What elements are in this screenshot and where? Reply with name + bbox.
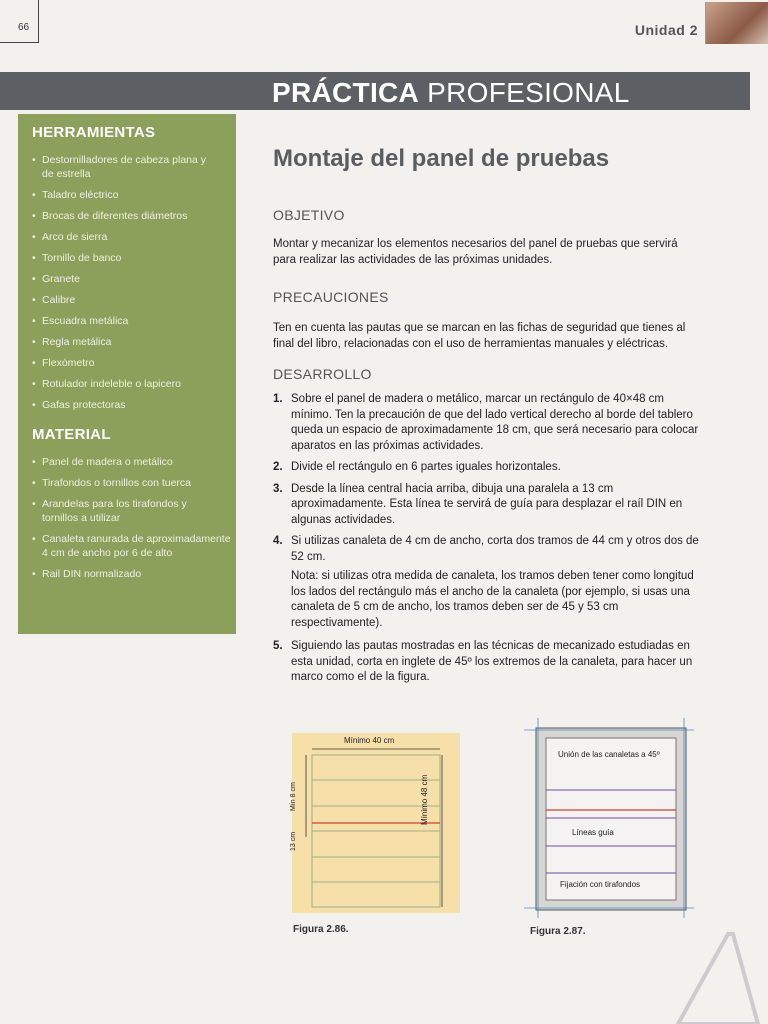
material-list (32, 455, 231, 581)
list-item: • Brocas de diferentes diámetros (32, 209, 228, 223)
list-item: • Arandelas para los tirafondos y tornillos a utilizar (32, 497, 202, 525)
page-title: Montaje del panel de pruebas (273, 145, 610, 172)
list-item: • Destornilladores de cabeza plana y de estrella (32, 153, 217, 181)
step-item (273, 639, 703, 686)
list-item: • Rail DIN normalizado (32, 567, 228, 581)
page-number: 66 (18, 22, 30, 33)
figure-2-87-union-label: Unión de las canaletas a 45º (558, 750, 660, 759)
step-text: Divide el rectángulo en 6 partes iguales horizontales. (291, 461, 561, 473)
step-item (273, 534, 703, 565)
list-item: • Tirafondos o tornillos con tuerca (32, 476, 228, 490)
corner-rule-horizontal (0, 42, 38, 43)
list-item: • Regla metálica (32, 335, 228, 349)
corner-rule-vertical (38, 0, 39, 43)
step-number: 2. (273, 461, 283, 473)
unit-label: Unidad 2 (634, 22, 698, 38)
step-number: 1. (273, 393, 283, 405)
precautions-heading: PRECAUCIONES (273, 289, 389, 305)
objective-heading: OBJETIVO (273, 207, 345, 223)
precautions-text: Ten en cuenta las pautas que se marcan en las fichas de seguridad que tienes al final del libro, relacionadas con el uso de herramientas manuales y eléctricas. (273, 322, 686, 350)
list-item: • Arco de sierra (32, 230, 228, 244)
list-item: • Escuadra metálica (32, 314, 228, 328)
material-heading: MATERIAL (32, 426, 111, 443)
step-item (273, 392, 703, 454)
figure-2-86-caption: Figura 2.86. (293, 924, 349, 935)
list-item: • Calibre (32, 293, 228, 307)
list-item: • Tornillo de banco (32, 251, 228, 265)
banner-title-rest: PROFESIONAL (419, 77, 630, 108)
figure-2-86-drawing (292, 733, 460, 913)
figure-2-86-top-label: Mínimo 40 cm (344, 736, 395, 745)
list-item: • Taladro eléctrico (32, 188, 228, 202)
step-text: Si utilizas canaleta de 4 cm de ancho, corta dos tramos de 44 cm y otros dos de 52 cm. (291, 535, 699, 563)
publisher-logo (658, 914, 768, 1024)
banner-title (272, 77, 630, 109)
figure-2-86-left-label-b: 13 cm (290, 831, 297, 851)
step-text: Sobre el panel de madera o metálico, marcar un rectángulo de 40×48 cm mínimo. Ten la precaución de que del lado vertical derecho al borde del tablero queda un espacio de aproximadamente 18 cm, que será necesario para colocar aparatos en las próximas actividades. (291, 393, 699, 452)
development-heading: DESARROLLO (273, 366, 372, 382)
list-item: • Flexómetro (32, 356, 228, 370)
list-item: • Granete (32, 272, 228, 286)
development-steps (273, 392, 703, 692)
step-text: Siguiendo las pautas mostradas en las técnicas de mecanizado estudiadas en esta unidad, corta en inglete de 45º los extremos de la canaleta, para hacer un marco como el de la figura. (291, 640, 693, 683)
step-item (273, 460, 703, 476)
tools-heading: HERRAMIENTAS (32, 124, 156, 141)
sidebar (18, 114, 236, 634)
step-item (273, 482, 703, 529)
figure-2-87-fixing-label: Fijación con tirafondos (560, 880, 641, 889)
figure-2-87-guides-label: Líneas guía (572, 828, 614, 837)
figure-2-87 (524, 718, 694, 918)
figure-2-87-caption: Figura 2.87. (530, 926, 586, 937)
list-item: • Gafas protectoras (32, 398, 228, 412)
banner-title-bold: PRÁCTICA (272, 77, 420, 108)
unit-photo (705, 2, 768, 44)
objective-text: Montar y mecanizar los elementos necesarios del panel de pruebas que servirá para realizar las actividades de las próximas unidades. (273, 238, 678, 266)
figure-2-86-left-label-a: Mín 8 cm (290, 782, 297, 811)
list-item: • Canaleta ranurada de aproximadamente 4 cm de ancho por 6 de alto (32, 532, 232, 560)
list-item: • Rotulador indeleble o lapicero (32, 377, 228, 391)
step-note: Nota: si utilizas otra medida de canaleta, los tramos deben tener como longitud los lados del rectángulo más el ancho de la canaleta (por ejemplo, si usas una canaleta de 5 cm de ancho, los tramos deben ser de 45 y 53 cm respectivamente). (291, 570, 694, 629)
step-text: Desde la línea central hacia arriba, dibuja una paralela a 13 cm aproximadamente. Esta línea te servirá de guía para desplazar el raíl DIN en algunas actividades. (291, 482, 683, 526)
figure-2-86-right-label: Mínimo 48 cm (420, 774, 429, 825)
step-number: 5. (273, 640, 283, 652)
list-item: • Panel de madera o metálico (32, 455, 228, 469)
tools-list (32, 153, 228, 412)
figure-2-86 (292, 733, 460, 913)
step-number: 3. (273, 482, 283, 495)
step-number: 4. (273, 535, 283, 547)
